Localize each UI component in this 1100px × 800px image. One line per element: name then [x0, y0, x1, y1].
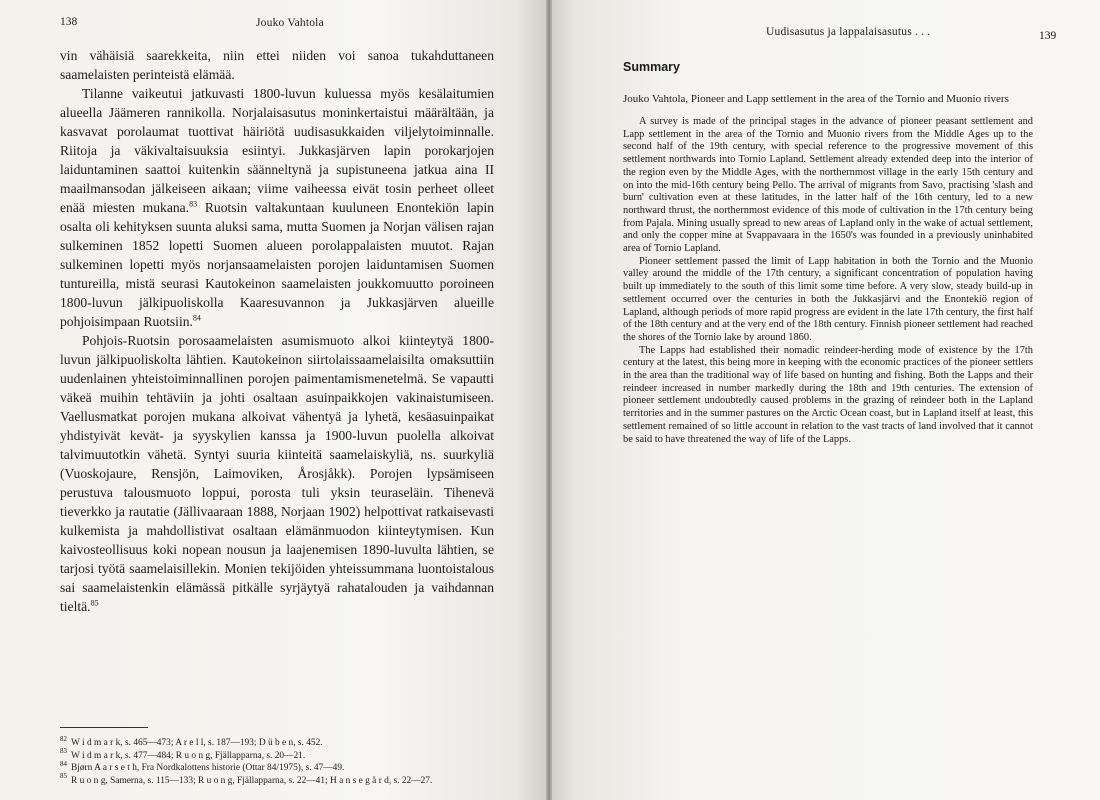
- paragraph: Pioneer settlement passed the limit of Lapp habitation in both the Tornio and the Muonio valley around the middle of the 17th century, a significant concentration of population having built up immediately to the south of this limit some time before. A very slow, steady build-up in settlement occurred over the centuries in both the Jukkasjärvi and the Enontekiö region of Lapland, although periods of more rapid progress are evident in the late 17th century, the first half of the 18th century and at the very end of the 18th century. Finnish pioneer settlement had reached the shores of the Tornio lake by around 1860.: [623, 255, 1033, 343]
- paragraph: [60, 84, 494, 331]
- paragraph-text: Ruotsin valtakuntaan kuuluneen Enontekiön lapin osalta oli kehityksen suunta aluksi sama, mutta Suomen ja Norjan välisen rajan sulkeminen 1852 lopetti Suomen alueen porolappalaisten muutot. Rajan sulkeminen lopetti myös norjansaamelaisten porojen laiduntamisen Suomen tuntureilla, mistä seurasi Kautokeinon saamelaisten joukkomuutto poroineen 1800-luvun jälkipuoliskolla Kaaresuvannon ja Jukkasjärven alueille pohjoisimpaan Ruotsiin.: [60, 200, 495, 329]
- footnote-divider: [60, 727, 148, 728]
- paragraph: The Lapps had established their nomadic reindeer-herding mode of existence by the 17th century at the latest, this being more in keeping with the economic practices of the pioneer settlers in the area than the traditional way of life based on hunting and fishing. Both the Lapps and their reindeer increased in number markedly during the 18th and 19th centuries. The extension of pioneer settlement undoubtedly caused problems in the grazing of reindeer both in the Lapland territories and in the summer pastures on the Arctic Ocean coast, but in Lapland itself at least, this settlement remained of so little account in relation to the vast tracts of land involved that it cannot be said to have threatened the way of life of the Lapps.: [623, 344, 1033, 445]
- page-number-left: 138: [60, 16, 78, 28]
- paragraph: [60, 331, 494, 616]
- footnote-text: W i d m a r k, s. 465—473; A r e l l, s. 187—193; D ü b e n, s. 452.: [71, 738, 323, 748]
- footnote-text: R u o n g, Samerna, s. 115—133; R u o n g, Fjällapparna, s. 22—41; H a n s e g å r d, s. 22—27.: [71, 775, 433, 786]
- footnote: [60, 734, 500, 750]
- book-gutter: [546, 0, 552, 800]
- footnote: [60, 772, 500, 788]
- paragraph: A survey is made of the principal stages in the advance of pioneer peasant settlement and Lapp settlement in the area of the Tornio and Muonio rivers from the Middle Ages up to the second half of the 19th century, with special reference to the progressive movement of this settlement northwards into Tornio Lapland. Settlement already extended deep into the interior of the region even by the Middle Ages, with the northernmost village in the early 15th century and on into the mid-16th century being Pello. The arrival of migrants from Savo, practising 'slash and burn' cultivation even at these latitudes, in the latter half of the 16th century, led to a new northward thrust, the northernmost evidence of this mode of cultivation in the 17th century being from Pajala. Mining usually spread to new areas of Lapland only in the wake of actual settlement, and only the copper mine at Svappavaara in the 1650's was founded in a previously uninhabited area of Tornio Lapland.: [623, 116, 1033, 255]
- footnote-number: 84: [60, 759, 67, 768]
- right-page: [548, 0, 1100, 800]
- footnote-number: 85: [60, 772, 67, 781]
- footnote: [60, 759, 500, 775]
- paragraph: [60, 46, 494, 84]
- footnote: [60, 747, 500, 763]
- paragraph-text: vin vähäisiä saarekkeita, niin ettei niiden voi sanoa tukahduttaneen saamelaisten perinteistä elämää.: [60, 48, 494, 82]
- summary-heading: Summary: [623, 60, 680, 74]
- footnotes: [60, 734, 500, 787]
- paragraph-text: Tilanne vaikeutui jatkuvasti 1800-luvun kuluessa myös kesälaitumien alueella Jäämeren rannikolla. Norjalaisasutus moninkertaistui määrältään, ja kasvavat porolaumat tuottivat häiriötä uudisasukkaiden viljelytoiminnalle. Riitoja ja väkivaltaisuuksia esiintyi. Jukkasjärven lapin porokarjojen laiduntaminen saattoi kuitenkin säänneltynä ja supistuneena jatkua aina II maailmansodan jälkeiseen aikaan; viime vaiheessa eivät tosin perheet olleet enää miesten mukana.: [60, 86, 494, 215]
- right-body-text: [623, 116, 1033, 446]
- running-head-left: Jouko Vahtola: [256, 17, 324, 29]
- footnote-ref: 83: [189, 199, 198, 209]
- footnote-ref: 85: [90, 598, 99, 608]
- left-body-text: [60, 46, 494, 616]
- footnote-ref: 84: [192, 313, 201, 323]
- footnote-number: 82: [60, 734, 67, 743]
- summary-subtitle: Jouko Vahtola, Pioneer and Lapp settlement in the area of the Tornio and Muonio rivers: [623, 93, 1009, 105]
- left-page: [0, 0, 548, 800]
- paragraph-text: Pohjois-Ruotsin porosaamelaisten asumismuoto alkoi kiinteytyä 1800-luvun jälkipuoliskolta lähtien. Kautokeinon siirtolaissaamelaisilta omaksuttiin uudenlainen yhteistoiminnallinen porojen paimentamismenetelmä. Se vapautti väkeä muihin tehtäviin ja johti osaltaan asuinpaikkojen vakinaistumiseen. Vaellusmatkat porojen mukana alkoivat vähentyä ja lyhetä, kesäasuinpaikat yhdistyivät kevät- ja syyskylien kanssa ja 1900-luvun puolella alkoivat talvimuutotkin vähetä. Syntyi suuria kiinteitä saamelaiskyliä, ns. suurkyliä (Vuoskojaure, Rensjön, Laimoviken, Årosjåkk). Porojen lypsämiseen perustuva talousmuoto loppui, porosta tuli yksin teuraseläin. Tihenevä tieverkko ja rautatie (Jällivaaraan 1888, Norjaan 1902) helpottivat ratkaisevasti kulkemista ja mahdollistivat osaltaan elämänmuodon kiinteytymisen. Kun kaivosteollisuus koki nopean nousun ja laajenemisen 1890-luvulta lähtien, se tarjosi työtä saamelaisillekin. Monien tekijöiden yhteissummana luontoistalous sai saamelaistenkin elämässä pitkälle syrjäytyä rahatalouden ja vaihdannan tieltä.: [60, 333, 494, 614]
- footnote-number: 83: [60, 747, 67, 756]
- page-number-right: 139: [1039, 30, 1057, 42]
- running-head-right: Uudisasutus ja lappalaisasutus . . .: [766, 26, 931, 38]
- footnote-text: W i d m a r k, s. 477—484; R u o n g, Fjällapparna, s. 20—21.: [71, 750, 306, 761]
- footnote-text: Bjørn A a r s e t h, Fra Nordkalottens historie (Ottar 84/1975), s. 47—49.: [71, 763, 345, 773]
